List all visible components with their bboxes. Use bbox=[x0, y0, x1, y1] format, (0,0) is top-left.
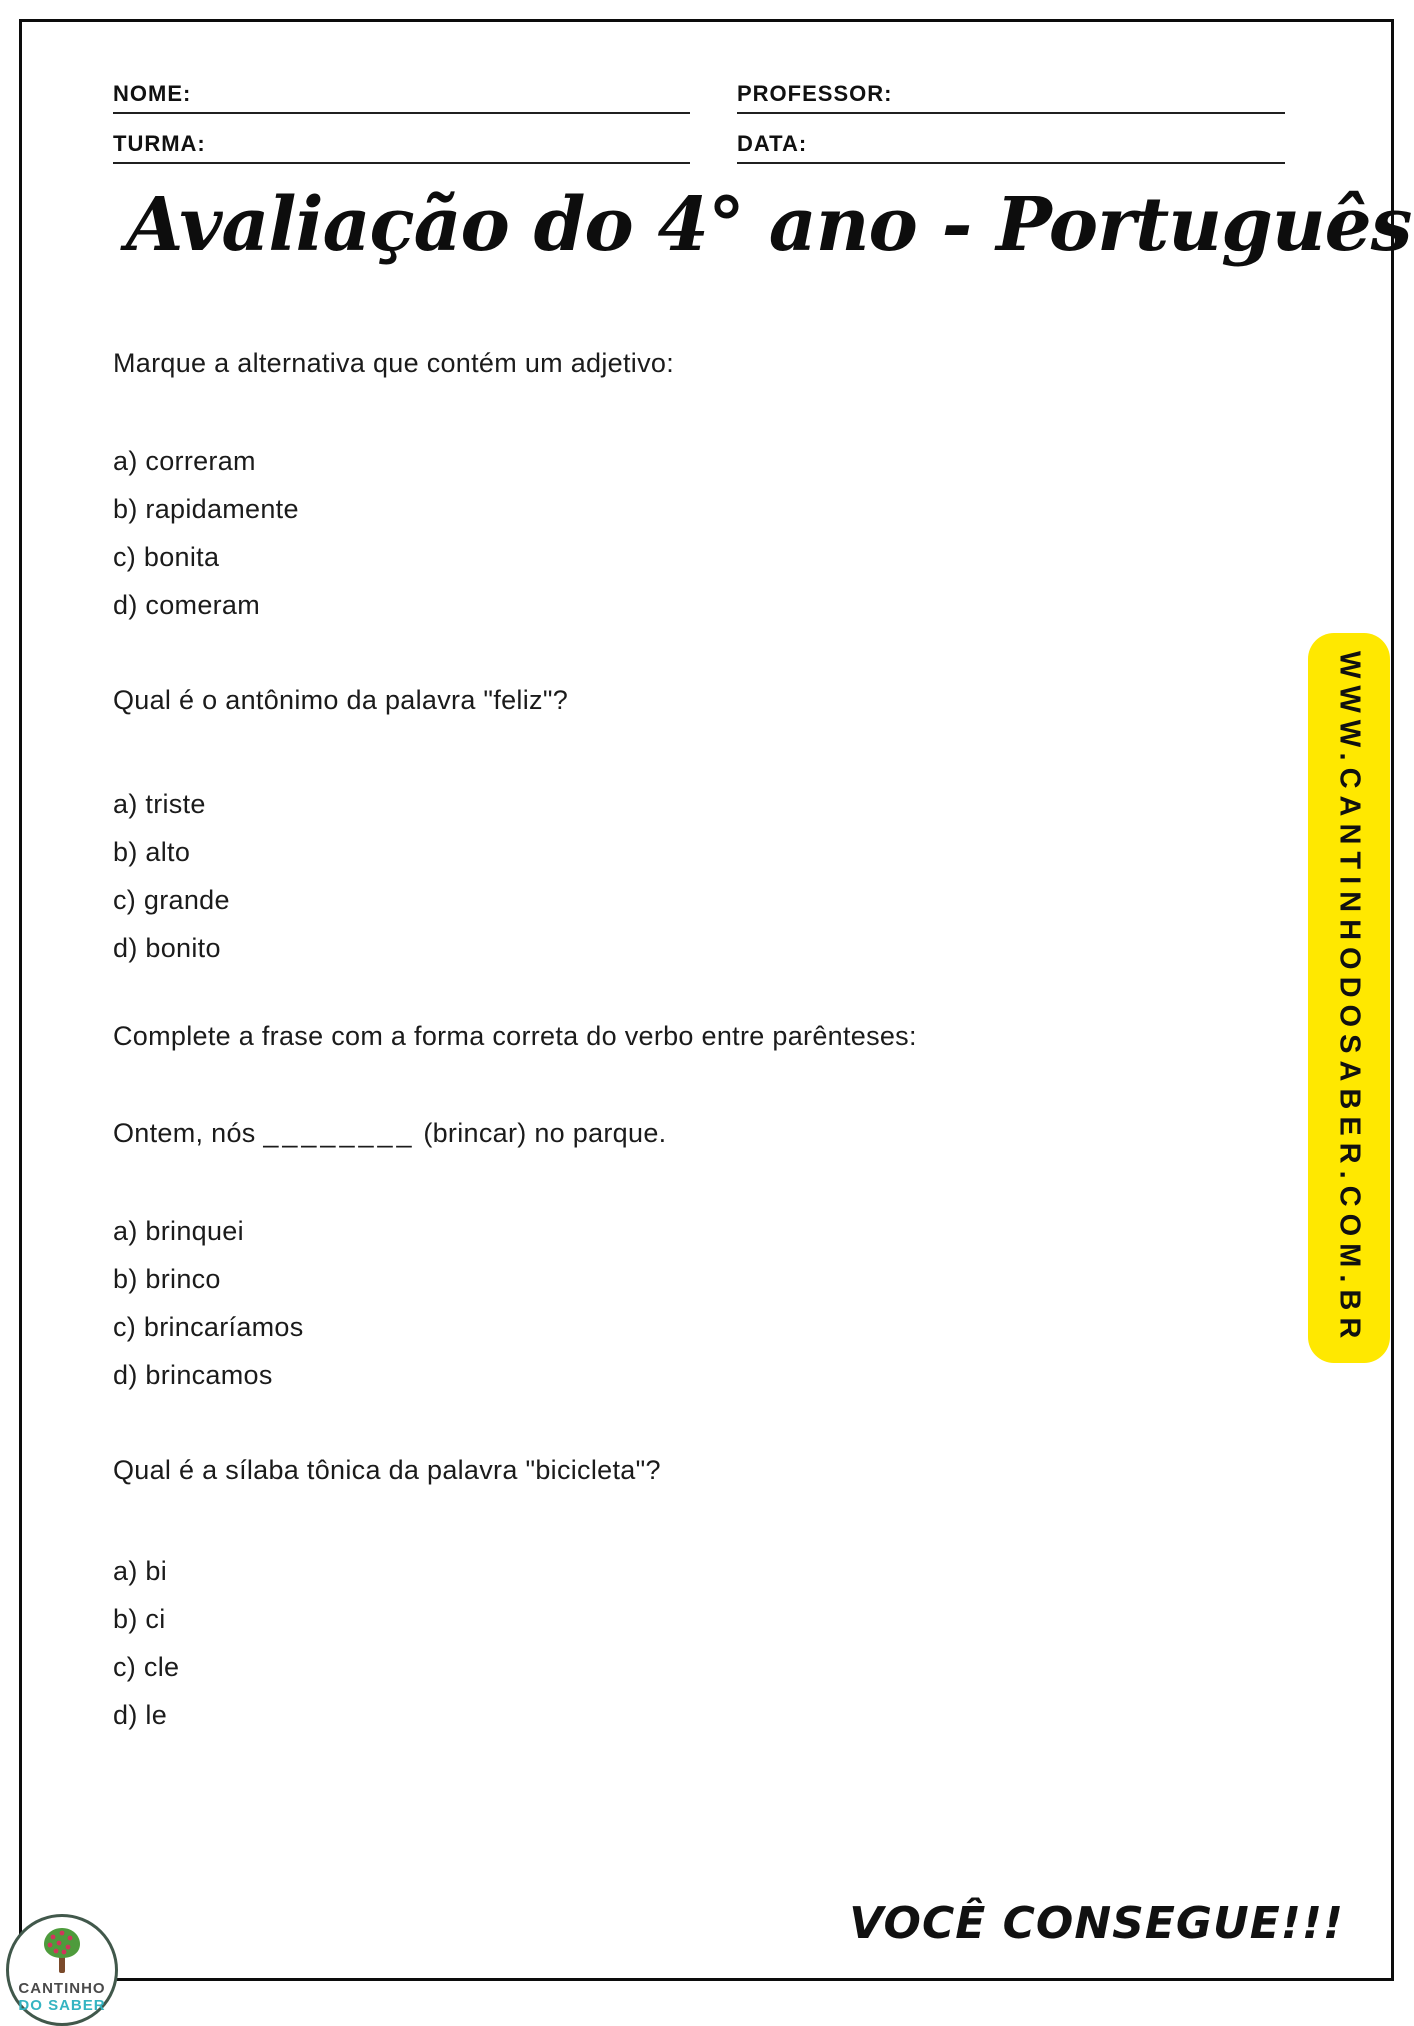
answer-option: a) bi bbox=[113, 1555, 168, 1586]
header-form bbox=[113, 82, 1285, 164]
website-url: WWW.CANTINHODOSABER.COM.BR bbox=[1333, 650, 1366, 1346]
fill-blank: ________ bbox=[263, 1118, 416, 1148]
data-field bbox=[737, 132, 1285, 164]
sentence-suffix: (brincar) no parque. bbox=[415, 1118, 667, 1148]
answer-option: d) le bbox=[113, 1699, 168, 1730]
name-field bbox=[113, 82, 690, 114]
sentence-prefix: Ontem, nós bbox=[113, 1118, 264, 1148]
answer-option: b) rapidamente bbox=[113, 493, 299, 524]
answer-option: a) triste bbox=[113, 788, 206, 819]
professor-label: PROFESSOR: bbox=[737, 81, 893, 106]
turma-label: TURMA: bbox=[113, 131, 206, 156]
question-prompt: Qual é o antônimo da palavra "feliz"? bbox=[113, 685, 569, 715]
question-options bbox=[113, 780, 230, 972]
logo-cantinho-do-saber bbox=[6, 1914, 118, 2026]
question-prompt: Complete a frase com a forma correta do verbo entre parênteses: bbox=[113, 1021, 917, 1051]
answer-option: d) brincamos bbox=[113, 1359, 273, 1390]
page-title: Avaliação do 4° ano - Português bbox=[126, 182, 1412, 268]
answer-option: c) cle bbox=[113, 1651, 180, 1682]
answer-option: c) brincaríamos bbox=[113, 1311, 304, 1342]
answer-option: d) comeram bbox=[113, 589, 261, 620]
answer-option: c) bonita bbox=[113, 541, 220, 572]
answer-option: b) alto bbox=[113, 836, 191, 867]
website-banner bbox=[1308, 633, 1390, 1363]
answer-option: b) brinco bbox=[113, 1263, 221, 1294]
answer-option: d) bonito bbox=[113, 932, 221, 963]
answer-option: b) ci bbox=[113, 1603, 166, 1634]
question-options bbox=[113, 437, 299, 629]
professor-field bbox=[737, 82, 1285, 114]
motivation-text: VOCÊ CONSEGUE!!! bbox=[849, 1898, 1344, 1949]
fill-in-sentence bbox=[113, 1116, 666, 1150]
page-border bbox=[19, 19, 1394, 1981]
question-prompt: Marque a alternativa que contém um adjetivo: bbox=[113, 348, 675, 378]
data-label: DATA: bbox=[737, 131, 808, 156]
answer-option: a) brinquei bbox=[113, 1215, 244, 1246]
logo-text-line2: DO SABER bbox=[18, 1997, 106, 2014]
question-options bbox=[113, 1547, 179, 1739]
turma-field bbox=[113, 132, 690, 164]
name-label: NOME: bbox=[113, 81, 192, 106]
question-prompt: Qual é a sílaba tônica da palavra "bicicleta"? bbox=[113, 1455, 661, 1485]
answer-option: c) grande bbox=[113, 884, 230, 915]
answer-option: a) correram bbox=[113, 445, 256, 476]
question-options bbox=[113, 1207, 304, 1399]
tree-icon bbox=[39, 1927, 85, 1977]
logo-text-line1: CANTINHO bbox=[18, 1980, 106, 1997]
